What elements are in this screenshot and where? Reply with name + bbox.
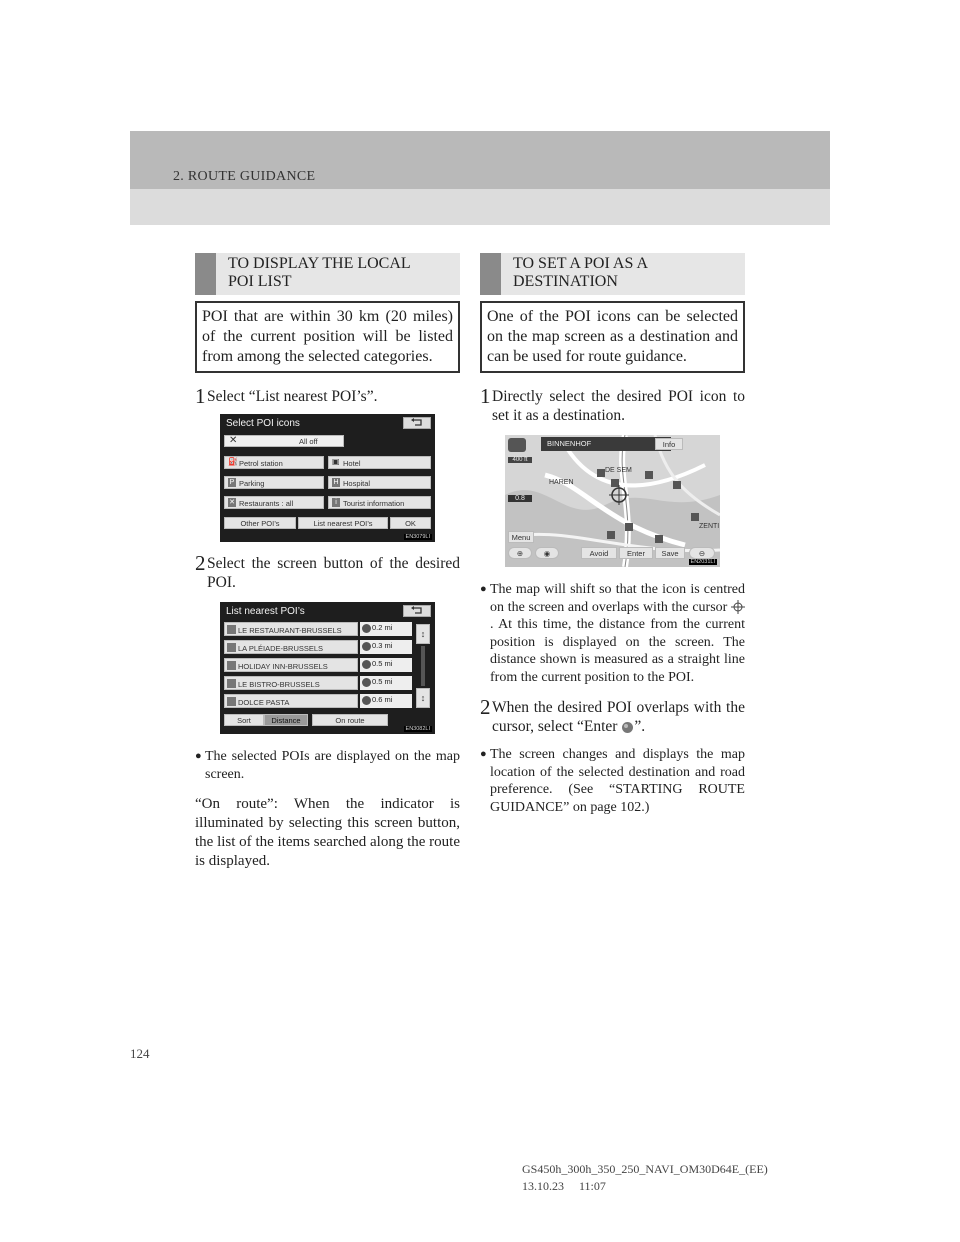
step-number: 2 bbox=[480, 695, 491, 719]
direction-icon bbox=[362, 642, 371, 651]
back-arrow-icon bbox=[410, 418, 424, 427]
screen-title: Select POI icons bbox=[226, 418, 300, 429]
place-label-zenti: ZENTI bbox=[699, 523, 720, 530]
right-step-2 bbox=[480, 695, 745, 736]
info-button[interactable]: Info bbox=[655, 438, 683, 450]
ok-button[interactable]: OK bbox=[390, 517, 431, 529]
screen-select-poi-icons bbox=[220, 414, 435, 542]
poi-row[interactable] bbox=[224, 676, 358, 690]
poi-name: DOLCE PASTA bbox=[238, 698, 290, 707]
poi-distance-value: 0.6 mi bbox=[372, 695, 393, 704]
poi-row[interactable] bbox=[224, 640, 358, 654]
poi-category-icon bbox=[227, 697, 236, 706]
restaurants-label: Restaurants : all bbox=[239, 499, 294, 508]
step-text bbox=[492, 698, 745, 736]
back-button[interactable] bbox=[403, 605, 431, 617]
poi-category-icon bbox=[227, 625, 236, 634]
zoom-in-button[interactable] bbox=[508, 547, 532, 559]
enter-button[interactable]: Enter bbox=[619, 547, 653, 559]
direction-icon bbox=[362, 696, 371, 705]
tourist-label: Tourist information bbox=[343, 499, 405, 508]
zoom-out-button[interactable] bbox=[689, 547, 715, 559]
poi-name: LA PLÉIADE-BRUSSELS bbox=[238, 644, 324, 653]
bullet-text: The screen changes and displays the map location of the selected destination and road preference. (See “STARTING ROUTE GUIDANCE” on page 102.) bbox=[490, 747, 745, 815]
arrow-down-icon: ↕ bbox=[420, 693, 426, 703]
screen-list-nearest-pois bbox=[220, 602, 435, 734]
section-heading: 2. ROUTE GUIDANCE bbox=[173, 169, 316, 184]
hotel-label: Hotel bbox=[343, 459, 361, 468]
poi-category-icon bbox=[227, 643, 236, 652]
poi-distance-value: 0.2 mi bbox=[372, 623, 393, 632]
scroll-up-button[interactable] bbox=[416, 624, 430, 644]
compass-icon[interactable] bbox=[508, 438, 526, 452]
all-off-row[interactable] bbox=[224, 435, 344, 447]
on-route-button[interactable]: On route bbox=[312, 714, 388, 726]
petrol-label: Petrol station bbox=[239, 459, 283, 468]
figure-code: EN3082LI bbox=[405, 726, 430, 732]
hotel-button[interactable] bbox=[328, 456, 431, 469]
petrol-station-button[interactable] bbox=[224, 456, 324, 469]
left-bullet-1 bbox=[195, 748, 460, 783]
bullet-text-part: . At this time, the distance from the current position is displayed on the screen. The distance shown is measured as a straight line from the current position to the POI. bbox=[490, 617, 745, 685]
poi-row[interactable] bbox=[224, 658, 358, 672]
figure-code: EN2031LI bbox=[690, 559, 715, 565]
bullet-text: The selected POIs are displayed on the map screen. bbox=[205, 749, 460, 782]
bullet-icon: ● bbox=[480, 748, 487, 760]
right-section-header bbox=[480, 253, 745, 295]
list-nearest-pois-button[interactable]: List nearest POI’s bbox=[298, 517, 388, 529]
back-arrow-icon bbox=[410, 606, 424, 615]
poi-distance-value: 0.3 mi bbox=[372, 641, 393, 650]
poi-row[interactable] bbox=[224, 694, 358, 708]
footer-doc-id: GS450h_300h_350_250_NAVI_OM30D64E_(EE) bbox=[522, 1162, 768, 1176]
restaurants-button[interactable] bbox=[224, 496, 324, 509]
hospital-icon: H bbox=[333, 479, 339, 486]
direction-icon bbox=[362, 678, 371, 687]
zoom-out-icon: ⊖ bbox=[698, 549, 706, 558]
zoom-in-icon: ⊕ bbox=[516, 549, 524, 558]
section-marker bbox=[195, 253, 216, 295]
place-name: BINNENHOF bbox=[547, 439, 592, 448]
scrollbar-track[interactable] bbox=[421, 646, 425, 686]
parking-button[interactable] bbox=[224, 476, 324, 489]
footer bbox=[522, 1161, 768, 1195]
step-number: 2 bbox=[195, 551, 206, 575]
right-intro-box: One of the POI icons can be selected on the map screen as a destination and can be used for route guidance. bbox=[480, 301, 745, 373]
place-label-haren: HAREN bbox=[549, 479, 574, 486]
cursor-crosshair-icon bbox=[731, 600, 745, 614]
left-step-1 bbox=[195, 384, 460, 408]
step-text-part: When the desired POI overlaps with the cursor, select “Enter bbox=[492, 699, 745, 735]
poi-distance bbox=[360, 676, 412, 690]
screen-title: List nearest POI’s bbox=[226, 606, 305, 617]
distance-button[interactable]: Distance bbox=[264, 714, 308, 726]
sort-label: Sort bbox=[224, 714, 264, 726]
save-button[interactable]: Save bbox=[655, 547, 685, 559]
right-bullet-1 bbox=[480, 581, 745, 686]
left-section-title: TO DISPLAY THE LOCAL POI LIST bbox=[228, 255, 411, 290]
poi-distance bbox=[360, 640, 412, 654]
header-band-top bbox=[130, 131, 830, 189]
step-text: Select “List nearest POI’s”. bbox=[207, 388, 378, 405]
petrol-icon: ⛽ bbox=[228, 457, 238, 466]
screen-map bbox=[505, 435, 720, 567]
right-step-1 bbox=[480, 384, 745, 425]
footer-timestamp: 13.10.23 11:07 bbox=[522, 1179, 606, 1193]
poi-distance bbox=[360, 622, 412, 636]
right-bullet-2 bbox=[480, 746, 745, 816]
info-icon: i bbox=[332, 498, 340, 507]
hotel-icon: ▣ bbox=[332, 457, 340, 466]
direction-icon bbox=[362, 660, 371, 669]
parking-icon: P bbox=[229, 479, 235, 486]
poi-distance-value: 0.5 mi bbox=[372, 677, 393, 686]
place-label-binnenhof bbox=[541, 437, 671, 451]
scale-label: 400 ft bbox=[508, 457, 532, 463]
poi-distance bbox=[360, 658, 412, 672]
parking-label: Parking bbox=[239, 479, 265, 488]
step-text-part: ”. bbox=[634, 718, 646, 735]
restaurant-icon: ✕ bbox=[229, 499, 235, 506]
poi-name: LE RESTAURANT-BRUSSELS bbox=[238, 626, 342, 635]
zoom-readout: 0.8 bbox=[508, 495, 532, 502]
close-icon: ✕ bbox=[229, 435, 238, 446]
section-marker bbox=[480, 253, 501, 295]
other-pois-button[interactable]: Other POI’s bbox=[224, 517, 296, 529]
avoid-button[interactable]: Avoid bbox=[581, 547, 617, 559]
left-intro-box: POI that are within 30 km (20 miles) of the current position will be listed from among the selected categories. bbox=[195, 301, 460, 373]
back-button[interactable] bbox=[403, 417, 431, 429]
bullet-icon: ● bbox=[195, 750, 202, 762]
tourist-info-button[interactable] bbox=[328, 496, 431, 509]
voice-icon: ◉ bbox=[543, 549, 551, 558]
arrow-up-icon: ↕ bbox=[420, 629, 426, 639]
step-text: Select the screen button of the desired POI. bbox=[207, 555, 460, 591]
right-section-title: TO SET A POI AS A DESTINATION bbox=[513, 255, 648, 290]
bullet-text-part: The map will shift so that the icon is centred on the screen and overlaps with the cursor bbox=[490, 582, 745, 615]
header-band bbox=[130, 131, 830, 225]
menu-button[interactable]: Menu bbox=[508, 531, 534, 543]
hospital-button[interactable] bbox=[328, 476, 431, 489]
left-paragraph-on-route: “On route”: When the indicator is illuminated by selecting this screen button, the list of the items searched along the route is displayed. bbox=[195, 796, 460, 869]
bullet-icon: ● bbox=[480, 583, 487, 595]
poi-distance bbox=[360, 694, 412, 708]
bullet-text bbox=[490, 581, 745, 686]
left-column bbox=[195, 253, 460, 871]
place-label-de-sem: DE SEM bbox=[605, 467, 632, 474]
poi-row[interactable] bbox=[224, 622, 358, 636]
step-number: 1 bbox=[195, 384, 206, 408]
figure-code: EN3079LI bbox=[405, 534, 430, 540]
poi-name: HOLIDAY INN-BRUSSELS bbox=[238, 662, 328, 671]
direction-icon bbox=[362, 624, 371, 633]
scroll-down-button[interactable] bbox=[416, 688, 430, 708]
step-number: 1 bbox=[480, 384, 491, 408]
poi-category-icon bbox=[227, 661, 236, 670]
step-text: Directly select the desired POI icon to set it as a destination. bbox=[492, 388, 745, 424]
left-section-header bbox=[195, 253, 460, 295]
enter-dot-icon bbox=[621, 721, 634, 734]
page-number: 124 bbox=[130, 1046, 150, 1061]
poi-name: LE BISTRO-BRUSSELS bbox=[238, 680, 320, 689]
right-column bbox=[480, 253, 745, 816]
all-off-label: All off bbox=[299, 437, 318, 446]
left-step-2 bbox=[195, 551, 460, 592]
hospital-label: Hospital bbox=[343, 479, 371, 488]
poi-distance-value: 0.5 mi bbox=[372, 659, 393, 668]
voice-button[interactable] bbox=[535, 547, 559, 559]
poi-category-icon bbox=[227, 679, 236, 688]
